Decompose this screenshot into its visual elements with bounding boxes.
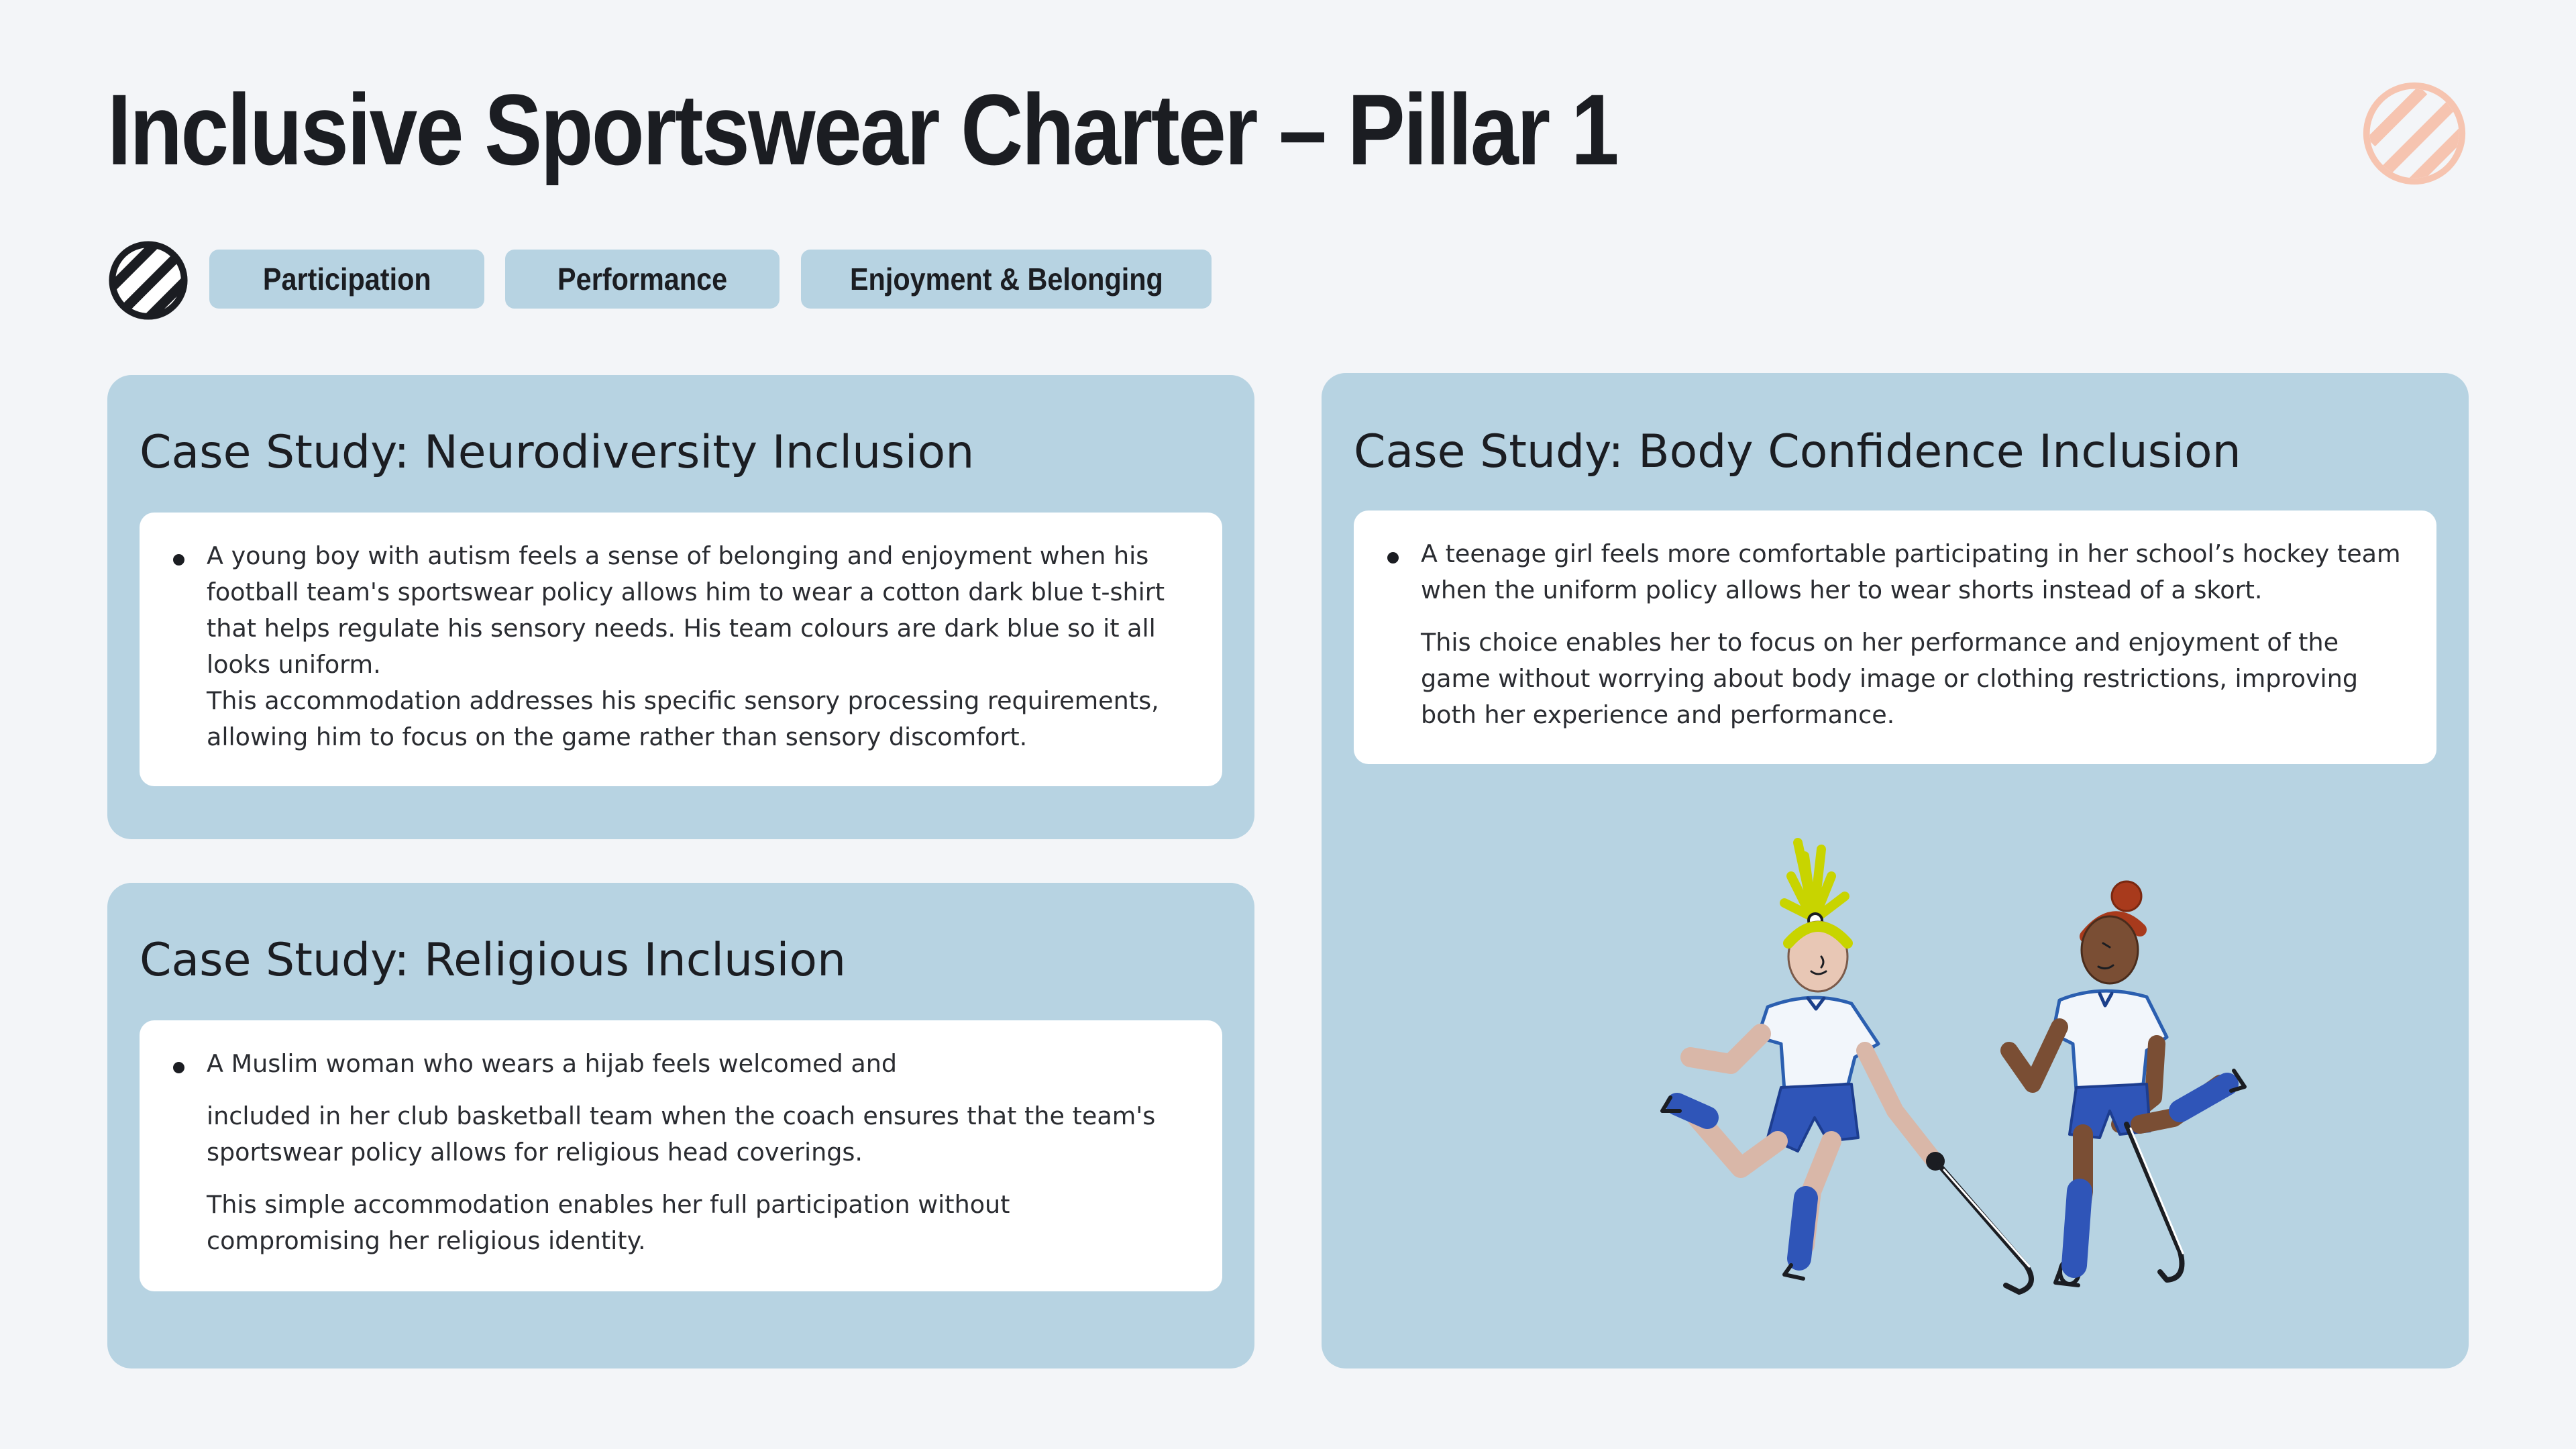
pillar-tag-performance[interactable] (505, 250, 780, 309)
case-study-text-box (1354, 511, 2436, 764)
case-study-text-box (140, 1020, 1222, 1291)
player-two-figure (2009, 881, 2245, 1285)
case-study-paragraph: A teenage girl feels more comfortable participating in her school’s hockey team when the uniform policy allows her to wear shorts instead of a skort. (1421, 539, 2401, 604)
bullet-icon (173, 554, 184, 566)
pillar-tag-enjoyment-belonging[interactable] (801, 250, 1212, 309)
brand-logo-icon (2360, 79, 2469, 188)
pillar-tag-label: Participation (262, 262, 431, 297)
page-title: Inclusive Sportswear Charter – Pillar 1 (107, 73, 1618, 186)
case-study-title: Case Study: Body Confidence Inclusion (1354, 425, 2241, 478)
case-study-paragraph: This simple accommodation enables her full participation without compromising her religious identity. (207, 1190, 1010, 1255)
case-study-paragraph: A young boy with autism feels a sense of belonging and enjoyment when his football team's sportswear policy allows him to wear a cotton dark blue t-shirt that helps regulate his sensory needs. His team colours are dark blue so it all looks uniform. (207, 541, 1165, 679)
case-study-paragraph: A Muslim woman who wears a hijab feels welcomed and (207, 1049, 898, 1078)
case-study-religious-card (107, 883, 1254, 1368)
case-study-paragraph: included in her club basketball team when the coach ensures that the team's sportswear policy allows for religious head coverings. (207, 1102, 1156, 1167)
pillar-tag-label: Performance (557, 262, 728, 297)
player-one-figure (1662, 843, 2031, 1292)
bullet-icon (173, 1062, 184, 1073)
case-study-neurodiversity-card (107, 375, 1254, 839)
case-study-body-confidence-card (1322, 373, 2469, 1368)
case-study-paragraph: This choice enables her to focus on her performance and enjoyment of the game without worrying about body image or clothing restrictions, improving both her experience and performance. (1421, 628, 2358, 729)
case-study-text-box (140, 513, 1222, 786)
hockey-players-illustration (1590, 802, 2274, 1326)
pillar-tag-label: Enjoyment & Belonging (849, 262, 1163, 297)
case-study-title: Case Study: Religious Inclusion (140, 934, 847, 987)
bullet-icon (1387, 552, 1399, 564)
case-study-paragraph: This accommodation addresses his specific sensory processing requirements, allowing him to focus on the game rather than sensory discomfort. (207, 686, 1159, 751)
case-study-title: Case Study: Neurodiversity Inclusion (140, 426, 975, 479)
pillar-tag-participation[interactable] (209, 250, 484, 309)
pillar-logo-icon (107, 239, 189, 321)
